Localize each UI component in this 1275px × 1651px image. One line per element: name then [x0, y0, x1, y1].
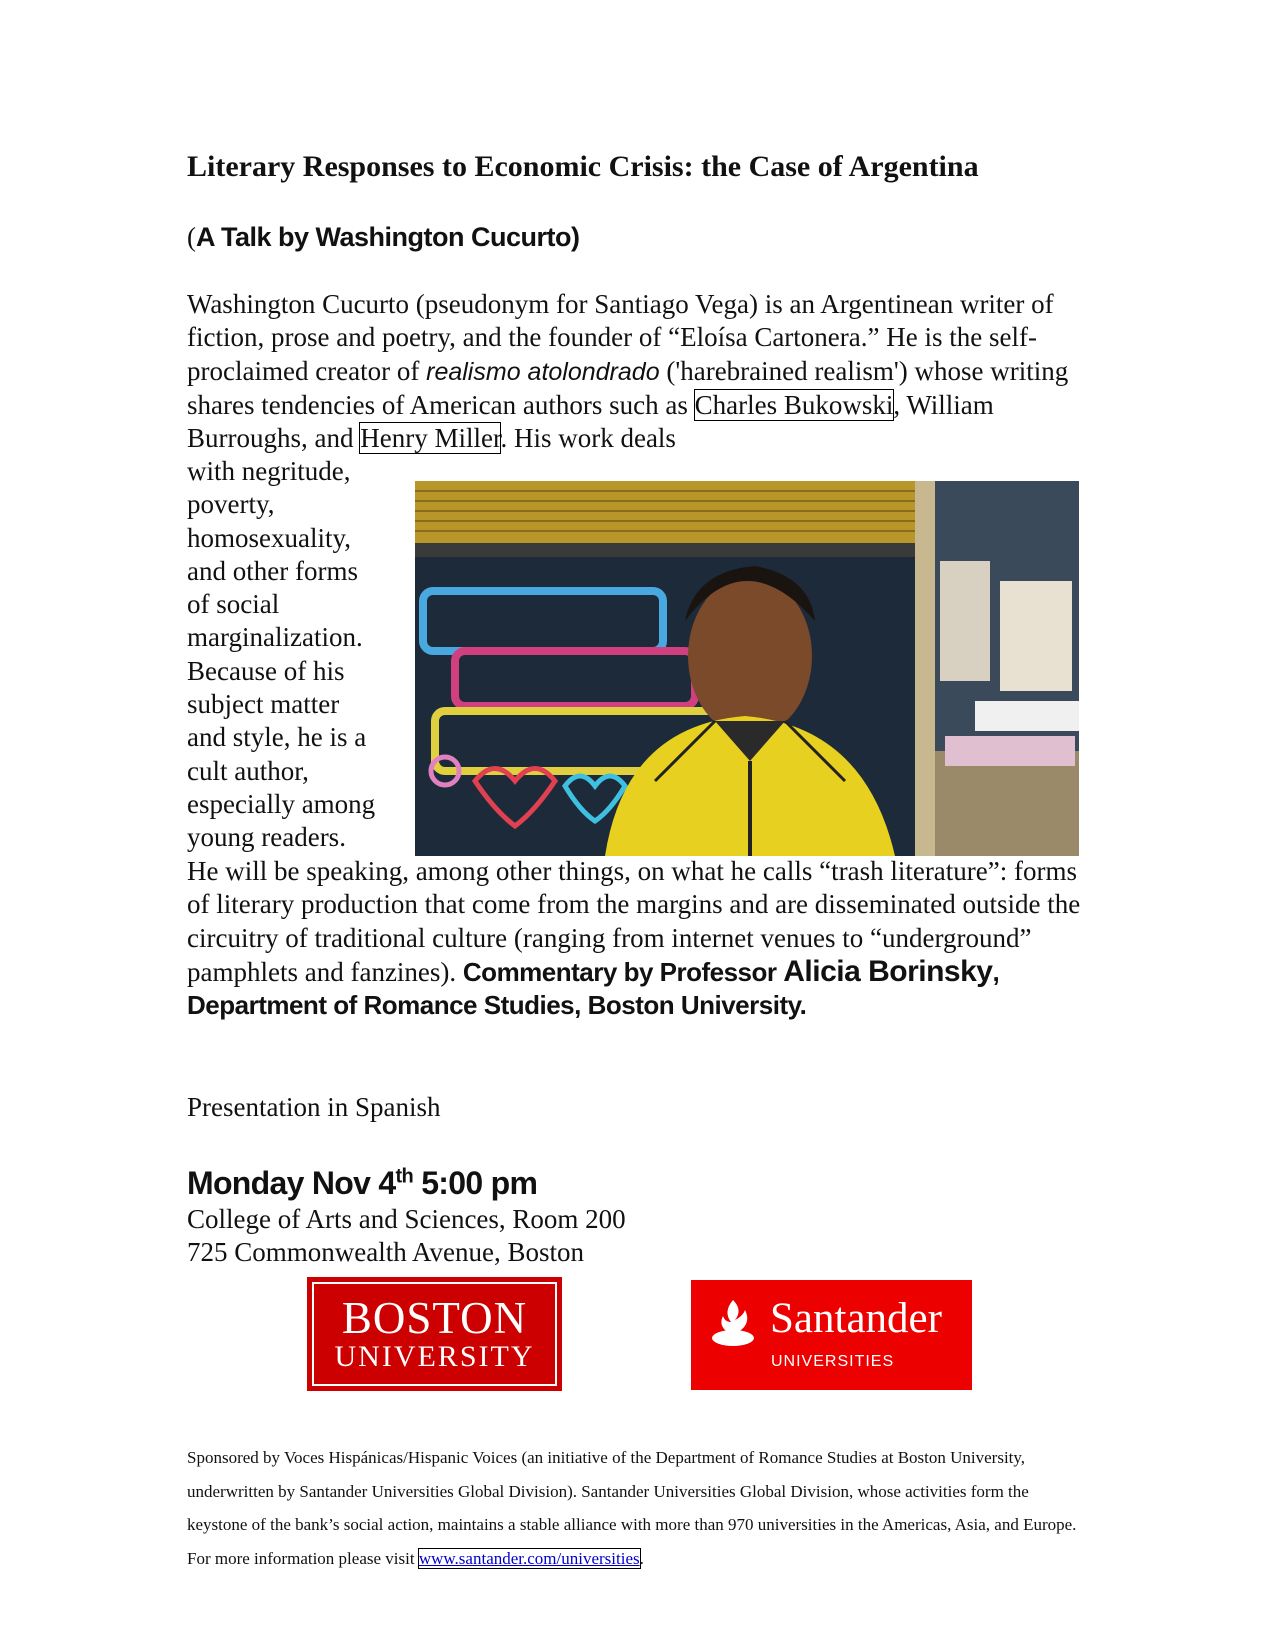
narrow-line: and style, he is a	[187, 722, 367, 753]
boston-university-logo	[307, 1277, 562, 1391]
narrow-line: Because of his	[187, 655, 345, 686]
link-charles-bukowski[interactable]: Charles Bukowski	[694, 389, 894, 420]
sponsor-note	[187, 1441, 1077, 1575]
event-date-main: Monday Nov 4	[187, 1165, 396, 1201]
author-photo	[415, 481, 1079, 856]
bu-logo-line-2: UNIVERSITY	[334, 1340, 535, 1373]
santander-logo-name: Santander	[770, 1295, 942, 1342]
link-henry-miller[interactable]: Henry Miller	[360, 423, 501, 454]
intro-text-b: ('harebrained realism') whose writing shares tendencies of American authors such as	[187, 355, 1069, 420]
intro-paragraph	[187, 288, 1107, 455]
narrow-line: of social	[187, 589, 280, 620]
intro-text-a: Washington Cucurto (pseudonym for Santiago Vega) is an Argentinean writer of fiction, prose and poetry, and the founder of “Eloísa Cartonera.” He is the self-proclaimed creator of	[187, 289, 1054, 386]
sponsor-text-end: .	[639, 1548, 644, 1568]
narrow-line: and other forms	[187, 555, 358, 586]
narrow-line: young readers.	[187, 822, 346, 853]
subtitle-text: A Talk by Washington Cucurto)	[196, 222, 580, 252]
talk-text: He will be speaking, among other things, on what he calls “trash literature”: forms of literary production that come from the margins and are disseminated outside the circuitry of traditional culture (ranging from internet venues to “underground” pamphlets and fanzines).	[187, 856, 1081, 987]
intro-text-c: , William Burroughs, and	[187, 389, 994, 454]
santander-logo-sub: UNIVERSITIES	[771, 1353, 895, 1370]
narrow-line: subject matter	[187, 689, 340, 720]
narrow-text-column	[187, 455, 397, 855]
subtitle-paren: (	[187, 222, 196, 252]
narrow-line: marginalization.	[187, 622, 363, 653]
bu-logo-line-1: BOSTON	[341, 1293, 528, 1343]
event-time: 5:00 pm	[413, 1165, 538, 1201]
event-date	[187, 1165, 537, 1202]
presentation-language: Presentation in Spanish	[187, 1092, 441, 1122]
narrow-line: cult author,	[187, 755, 309, 786]
narrow-line: with negritude,	[187, 456, 351, 486]
sponsor-text: Sponsored by Voces Hispánicas/Hispanic Voices (an initiative of the Department of Romance Studies at Boston University, underwritten by Santander Universities Global Division). Santander Universities Global Division, whose activities form the keystone of the bank’s social action, maintains a stable alliance with more than 970 universities in the Americas, Asia, and Europe. For more information please visit	[187, 1448, 1077, 1568]
narrow-line: especially among	[187, 788, 376, 819]
event-date-suffix: th	[395, 1165, 414, 1188]
commentary-label: Commentary by Professor	[462, 956, 784, 987]
santander-flame-icon	[711, 1298, 755, 1348]
subtitle	[187, 222, 580, 253]
intro-text-d: . His work deals	[500, 423, 676, 454]
narrow-line: poverty,	[187, 489, 275, 520]
narrow-line: homosexuality,	[187, 522, 351, 553]
venue-line-1: College of Arts and Sciences, Room 200	[187, 1204, 626, 1234]
commentator-affiliation: , Department of Romance Studies, Boston University.	[187, 956, 1000, 1021]
talk-description	[187, 855, 1097, 1022]
page-title: Literary Responses to Economic Crisis: the Case of Argentina	[187, 150, 979, 183]
intro-italic-term: realismo atolondrado	[426, 357, 660, 386]
venue-line-2: 725 Commonwealth Avenue, Boston	[187, 1237, 584, 1267]
commentator-name: Alicia Borinsky	[783, 954, 993, 988]
santander-universities-link[interactable]: www.santander.com/universities	[418, 1548, 640, 1568]
santander-universities-logo	[691, 1280, 972, 1390]
